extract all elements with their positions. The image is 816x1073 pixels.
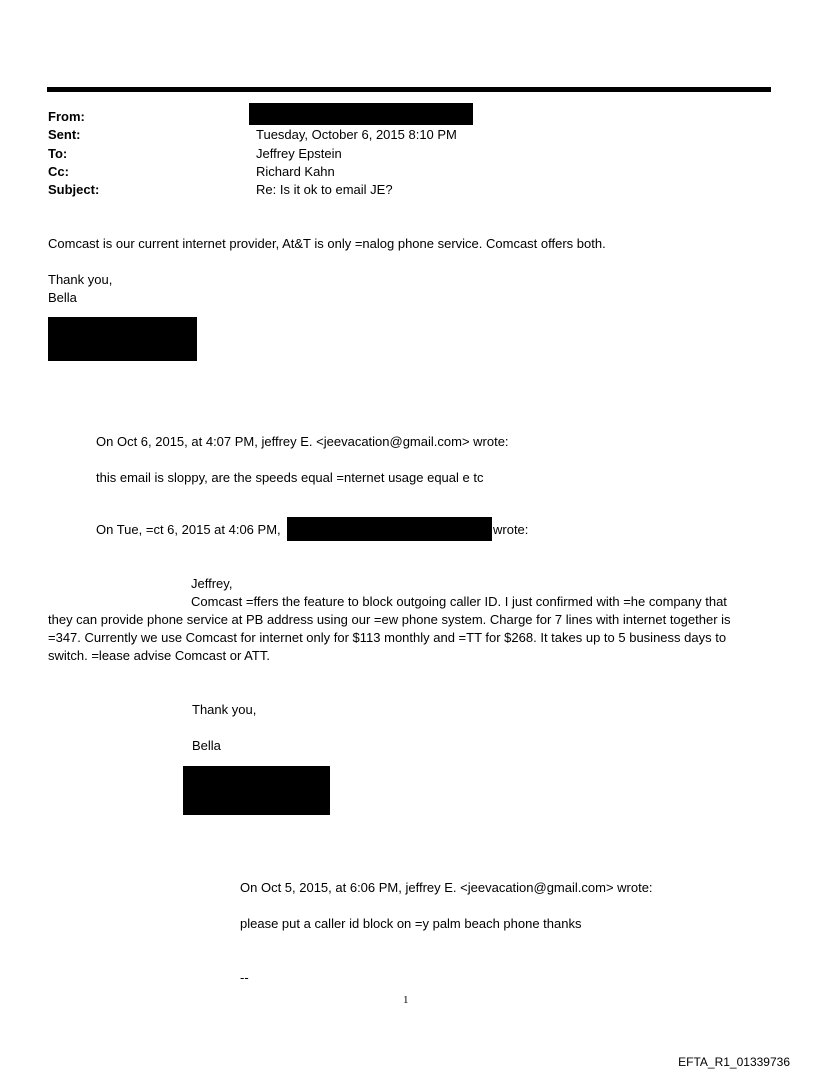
cc-label: Cc: [48, 164, 69, 179]
quote3-text: please put a caller id block on =y palm beach phone thanks [240, 916, 582, 931]
quote2-line-1: Comcast =ffers the feature to block outgoing caller ID. I just confirmed with =he company that [191, 594, 727, 609]
cc-value: Richard Kahn [256, 164, 335, 179]
quote2-signature: Bella [192, 738, 221, 753]
from-label: From: [48, 109, 85, 124]
redacted-signature-block [48, 317, 197, 361]
redacted-from [249, 103, 473, 125]
quote1-attribution: On Oct 6, 2015, at 4:07 PM, jeffrey E. <jeevacation@gmail.com> wrote: [96, 434, 509, 449]
header-rule [47, 87, 771, 92]
sent-label: Sent: [48, 127, 81, 142]
quote2-line-4: switch. =lease advise Comcast or ATT. [48, 648, 270, 663]
quote2-line-2: they can provide phone service at PB address using our =ew phone system. Charge for 7 lines with internet together is [48, 612, 731, 627]
subject-label: Subject: [48, 182, 100, 197]
quote2-thanks: Thank you, [192, 702, 257, 717]
sent-value: Tuesday, October 6, 2015 8:10 PM [256, 127, 457, 142]
quote2-greeting: Jeffrey, [191, 576, 233, 591]
body-line-1: Comcast is our current internet provider, At&T is only =nalog phone service. Comcast offers both. [48, 236, 606, 251]
quote3-sig-separator: -- [240, 970, 249, 985]
page-number: 1 [403, 994, 409, 1006]
body-signature: Bella [48, 290, 77, 305]
document-id: EFTA_R1_01339736 [678, 1055, 790, 1069]
redacted-sender [287, 517, 492, 541]
quote2-line-3: =347. Currently we use Comcast for internet only for $113 monthly and =TT for $268. It takes up to 5 business days to [48, 630, 727, 645]
subject-value: Re: Is it ok to email JE? [256, 182, 393, 197]
quote2-attribution-prefix: On Tue, =ct 6, 2015 at 4:06 PM, [96, 522, 281, 537]
to-value: Jeffrey Epstein [256, 146, 342, 161]
quote2-attribution-suffix: wrote: [493, 522, 529, 537]
redacted-signature-block-2 [183, 766, 330, 815]
to-label: To: [48, 146, 68, 161]
quote3-attribution: On Oct 5, 2015, at 6:06 PM, jeffrey E. <jeevacation@gmail.com> wrote: [240, 880, 653, 895]
body-thanks: Thank you, [48, 272, 113, 287]
quote1-text: this email is sloppy, are the speeds equal =nternet usage equal e tc [96, 470, 484, 485]
